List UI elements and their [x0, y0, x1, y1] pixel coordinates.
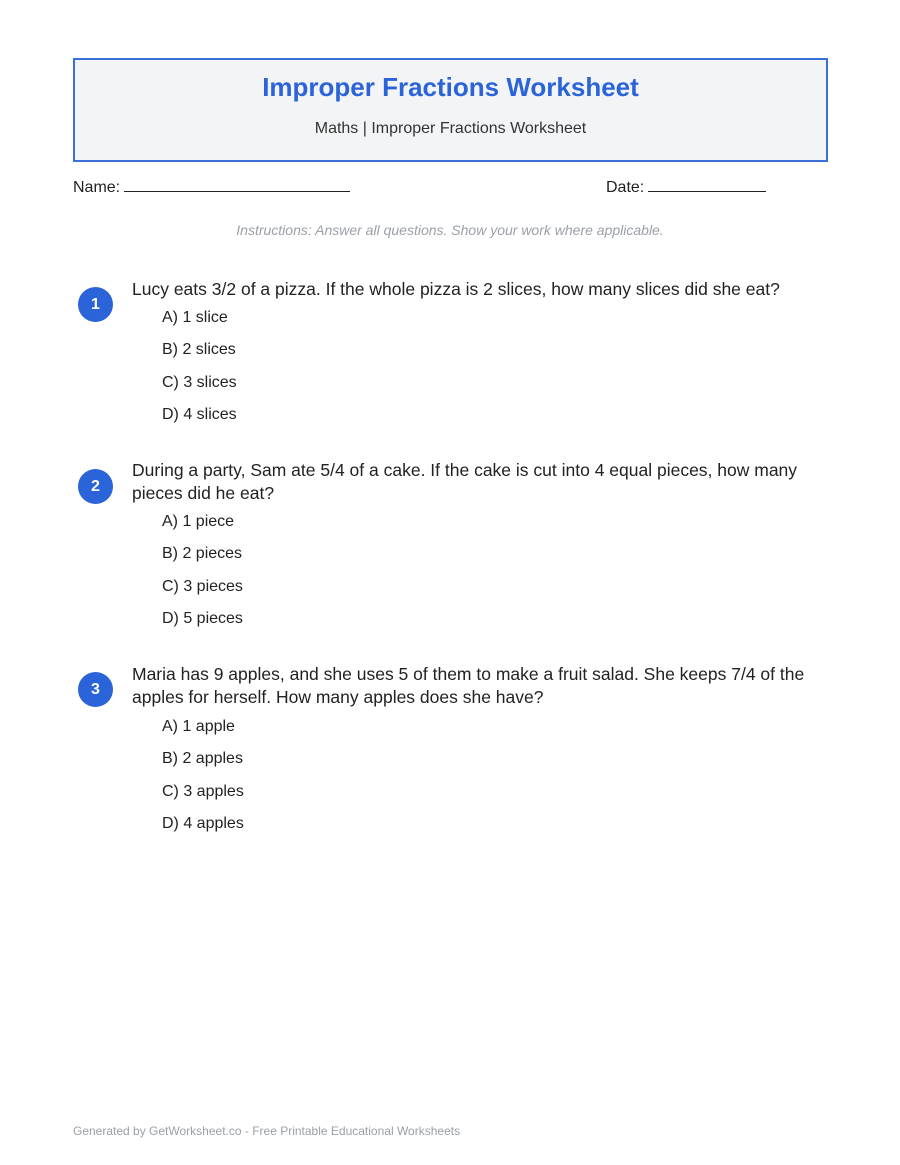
question-number-badge: 1 — [78, 287, 113, 322]
worksheet-subtitle: Maths | Improper Fractions Worksheet — [314, 120, 587, 137]
instructions-text: Instructions: Answer all questions. Show your work where applicable. — [236, 222, 664, 238]
option-a: A) 1 apple — [162, 718, 235, 735]
option-d: D) 4 apples — [162, 815, 244, 833]
question-number-badge: 3 — [78, 672, 113, 707]
option-c: C) 3 pieces — [162, 577, 243, 595]
answer-options — [162, 716, 244, 846]
date-label: Date: — [606, 179, 645, 196]
option-b: B) 2 apples — [162, 750, 243, 768]
name-blank-line — [124, 177, 350, 192]
footer-credit: Generated by GetWorksheet.co - Free Printable Educational Worksheets — [73, 1124, 461, 1138]
question-text: During a party, Sam ate 5/4 of a cake. If the cake is cut into 4 equal pieces, how many pieces did he eat? — [132, 460, 798, 503]
option-c: C) 3 slices — [162, 373, 237, 391]
answer-options — [162, 511, 243, 641]
worksheet-header — [73, 58, 828, 162]
date-field — [606, 177, 766, 197]
worksheet-title: Improper Fractions Worksheet — [262, 72, 639, 102]
option-a: A) 1 piece — [162, 513, 235, 530]
option-b: B) 2 slices — [162, 341, 236, 359]
option-a: A) 1 slice — [162, 309, 228, 326]
question-text: Lucy eats 3/2 of a pizza. If the whole pizza is 2 slices, how many slices did she eat? — [132, 279, 780, 299]
date-blank-line — [648, 177, 766, 192]
option-d: D) 5 pieces — [162, 610, 243, 628]
answer-options — [162, 307, 237, 437]
question-number-badge: 2 — [78, 469, 113, 504]
option-d: D) 4 slices — [162, 406, 237, 424]
option-c: C) 3 apples — [162, 782, 244, 800]
question-text: Maria has 9 apples, and she uses 5 of them to make a fruit salad. She keeps 7/4 of the apples for herself. How many apples does she have? — [132, 664, 805, 707]
name-field — [73, 177, 350, 197]
name-label: Name: — [73, 179, 121, 196]
option-b: B) 2 pieces — [162, 545, 243, 563]
